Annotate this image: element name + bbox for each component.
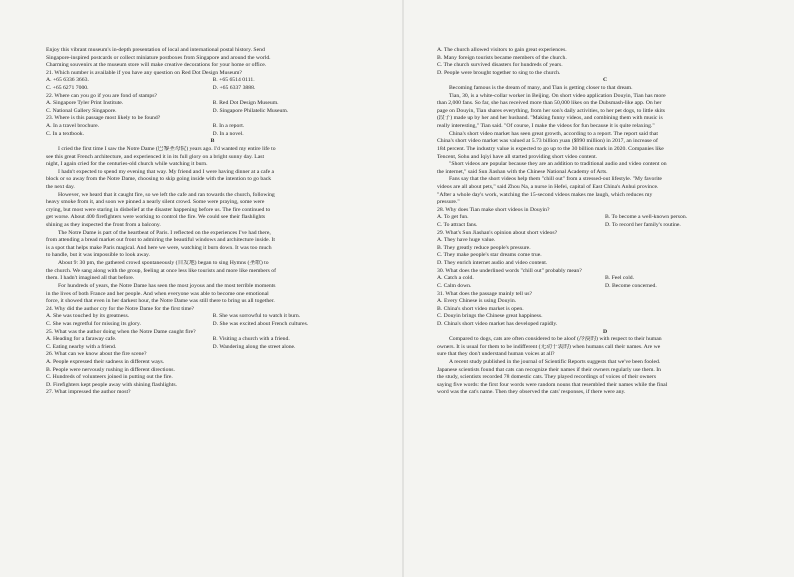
option-c: C. +65 6271 7000.	[46, 85, 89, 92]
option-a: A. Catch a cold.	[437, 275, 474, 282]
option-a: A. She was touched by its greatness.	[46, 313, 130, 320]
option-a: A. To get fun.	[437, 214, 469, 221]
passage-line: However, we heard that it caught fire, so we left the cafe and ran towards the church, following	[58, 191, 275, 198]
section-heading-c: C	[602, 77, 608, 84]
passage-line: Becoming famous is the dream of many, and Tian is getting closer to that dream.	[449, 85, 633, 92]
passage-line: night, I again cried for the centuries-old church while watching it burn.	[46, 161, 208, 168]
passage-line: get worse. About 400 firefighters were working to control the fire. We could see their flashlights	[46, 214, 266, 221]
option-b: B. They greatly reduce people's pressure.	[437, 244, 531, 251]
passage-line: crying, but most were staring in disbelief at the disaster happening before us. The fire continued to	[46, 206, 271, 213]
passage-line: heavy smoke from it, and soon we pinned a nearly silent crowd. Some were praying, some were	[46, 199, 265, 206]
passage-line: (段子) made up by her and her husband. "Making funny videos, and combining them with music is	[437, 115, 663, 122]
option-row	[46, 77, 379, 85]
option-d: D. China's short video market has developed rapidly.	[437, 320, 558, 327]
page-fold-divider	[402, 0, 404, 577]
passage-line: them. I hadn't imagined all that before.	[46, 275, 135, 282]
option-b: B. +65 6514 0111.	[212, 77, 255, 84]
option-b: B. Red Dot Design Museum.	[212, 100, 279, 107]
question-stem: 29. What's Sun Jiashan's opinion about short videos?	[437, 229, 558, 236]
option-row	[46, 313, 379, 321]
passage-line: "Short videos are popular because they are an addition to traditional audio and video content on	[449, 161, 667, 168]
passage-line: Japanese scientists found that cats can recognize their names if their owners regularly use them. In	[437, 366, 661, 373]
option-row	[46, 344, 379, 352]
passage-line: sure that they don't understand human voices at all?	[437, 351, 555, 358]
option-d: D. People were brought together to sing to the church.	[437, 69, 561, 76]
passage-line: from attending a bread market out front to admiring the beautiful windows and architecture inside. It	[46, 237, 276, 244]
option-a: A. Singapore Tyler Print Institute.	[46, 100, 124, 107]
question-30	[437, 268, 773, 291]
passage-line: saying five words: the first four words were random nouns that resembled their names while the final	[437, 381, 668, 388]
option-d: D. Firefighters kept people away with shining flashlights.	[46, 381, 177, 388]
option-a: A. Heading for a faraway cafe.	[46, 336, 117, 343]
intro-paragraph	[46, 47, 379, 70]
question-28	[437, 207, 773, 230]
question-25	[46, 329, 379, 352]
passage-line: For hundreds of years, the Notre Dame has seen the most joyous and the most terrible moments	[58, 282, 276, 289]
passage-line: really interesting," Tian said. "Of course, I make the videos for fun because it is quite relaxing."	[437, 123, 655, 130]
option-d: D. Singapore Philatelic Museum.	[212, 107, 289, 114]
option-row	[46, 85, 379, 93]
passage-line: the internet," said Sun Jiashan with the Chinese National Academy of Arts.	[437, 168, 608, 175]
option-c: C. In a textbook.	[46, 130, 85, 137]
question-23	[46, 115, 379, 138]
option-b: B. To become a well-known person.	[605, 214, 688, 221]
option-d: D. They enrich internet audio and video content.	[437, 260, 548, 267]
question-stem: 26. What can we know about the fire scene?	[46, 351, 147, 358]
question-stem: 28. Why does Tian make short videos in Douyin?	[437, 206, 550, 213]
passage-line: About 9: 30 pm, the gathered crowd spontaneously (自发地) began to sing Hymns (圣歌) to	[58, 260, 269, 267]
option-c: C. She was regretful for missing its glory.	[46, 320, 141, 327]
option-b: B. She was sorrowful to watch it burn.	[212, 313, 301, 320]
option-d: D. Wandering along the street alone.	[212, 343, 296, 350]
option-row	[46, 108, 379, 116]
question-stem: 31. What does the passage mainly tell us?	[437, 290, 532, 297]
passage-line: China's short video market was valued at 5.73 billion yuan ($990 million) in 2017, an increase of	[437, 138, 658, 145]
passage-line: the study, scientists recorded 78 domestic cats. They played recordings of voices of their owners	[437, 374, 657, 381]
question-stem: 24. Why did the author cry for the Notre Dame for the first time?	[46, 305, 195, 312]
passage-line: Tencent, Sohu and Iqiyi have all started providing short video content.	[437, 153, 598, 160]
option-row	[46, 131, 379, 139]
question-24	[46, 306, 379, 329]
passage-line: word was the cat's name. Then they observed the cats' responses, if there were any.	[437, 389, 626, 396]
option-c: C. Calm down.	[437, 282, 472, 289]
option-c: C. The church survived disasters for hundreds of years.	[437, 62, 563, 69]
passage-line: force, it showed that even in her darkest hour, the Notre Dame was still there to bring us all together.	[46, 298, 275, 305]
passage-line: videos are all about pets," said Zhou Na, a nurse in Hefei, capital of East China's Anhui province.	[437, 183, 659, 190]
option-row	[437, 275, 773, 283]
passage-line: page on Douyin, Tian shares everything, from her son's daily activities, to her pet dogs, to little skits	[437, 107, 666, 114]
question-22	[46, 93, 379, 116]
question-31	[437, 291, 773, 329]
option-a: A. In a travel brochure.	[46, 123, 100, 130]
question-27-stem: 27. What impressed the author most?	[46, 389, 131, 396]
passage-line: Compared to dogs, cats are often considered to be aloof (冷漠的) with respect to their human	[449, 336, 662, 343]
question-stem: 23. Where is this passage most likely to be found?	[46, 115, 161, 122]
option-c: C. They make people's star dreams come true.	[437, 252, 542, 259]
option-c: C. To attract fans.	[437, 222, 478, 229]
passage-line: owners. It is usual for them to be indifferent (无动于衷的) when humans call their names. Are we	[437, 343, 661, 350]
option-c: C. Douyin brings the Chinese great happiness.	[437, 313, 543, 320]
section-heading-b: B	[210, 138, 215, 145]
passage-line: the church. We sang along with the group, feeling at once less like tourists and more like members of	[46, 267, 277, 274]
passage-line: I cried the first time I saw the Notre Dame (巴黎圣母院) years ago. I'd wanted my entire life to	[58, 145, 276, 152]
passage-line: see this great French architecture, and experienced it in its full glory on a bright sunny day. Last	[46, 153, 265, 160]
question-stem: 30. What does the underlined words "chill out" probably mean?	[437, 267, 582, 274]
option-b: B. Many foreign tourists became members of the church.	[437, 54, 567, 61]
option-d: D. To record her family's routine.	[605, 222, 681, 229]
question-27-options	[437, 47, 773, 77]
option-b: B. People were nervously rushing in different directions.	[46, 366, 175, 373]
passage-line: pressure."	[437, 199, 460, 206]
passage-d	[437, 336, 773, 397]
option-d: D. Become concerned.	[605, 282, 657, 289]
option-a: A. They have huge value.	[437, 237, 496, 244]
question-stem: 22. Where can you go if you are fond of stamps?	[46, 92, 157, 99]
option-a: A. The church allowed visitors to gain great experiences.	[437, 47, 567, 53]
option-d: D. In a novel.	[212, 130, 244, 137]
option-b: B. Feel cold.	[605, 275, 635, 282]
option-row	[46, 321, 379, 329]
passage-line: in the lives of both France and her people. And when everyone was able to become one emotional	[46, 290, 269, 297]
option-c: C. National Gallery Singapore.	[46, 107, 117, 114]
option-row	[46, 100, 379, 108]
option-b: B. Visiting a church with a friend.	[212, 336, 290, 343]
passage-line: than 2,000 fans. So far, she has received more than 50,000 likes on the Dubsmash-like app. On her	[437, 100, 662, 107]
intro-line: Enjoy this vibrant museum's in-depth presentation of local and international postal history. Send	[46, 47, 265, 53]
option-d: D. She was excited about French cultures.	[212, 320, 309, 327]
option-c: C. Eating nearby with a friend.	[46, 343, 117, 350]
option-d: D. +65 6337 3888.	[212, 85, 256, 92]
question-29	[437, 230, 773, 268]
option-c: C. Hundreds of volunteers joined in putting out the fire.	[46, 374, 173, 381]
right-column	[437, 47, 773, 397]
question-26	[46, 351, 379, 389]
passage-b	[46, 146, 379, 306]
passage-line: is a spot that helps make Paris magical. And here we were, watching it burn down. It was too much	[46, 244, 272, 251]
passage-line: to handle, but it was impossible to look away.	[46, 252, 150, 259]
option-row	[437, 214, 773, 222]
intro-line: Charming souvenirs at the museum store will make creative decorations for your home or office.	[46, 62, 267, 69]
passage-line: the next day.	[46, 183, 75, 190]
left-column	[46, 47, 379, 397]
option-row	[46, 336, 379, 344]
passage-c	[437, 85, 773, 207]
option-row	[437, 283, 773, 291]
passage-line: block or so away from the Notre Dame, choosing to skip going inside with the intention to go back	[46, 176, 272, 183]
option-row	[437, 222, 773, 230]
section-heading-d: D	[602, 328, 608, 335]
passage-line: I hadn't expected to spend my evening that way. My friend and I were having dinner at a cafe a	[58, 168, 275, 175]
passage-line: The Notre Dame is part of the heartbeat of Paris. I reflected on the experiences I've had there,	[58, 229, 271, 236]
passage-line: China's short video market has seen great growth, according to a report. The report said that	[449, 130, 658, 137]
question-stem: 25. What was the author doing when the Notre Dame caught fire?	[46, 328, 196, 335]
passage-line: shining as they inspected the front from a balcony.	[46, 222, 161, 229]
option-a: A. +65 6336 3663.	[46, 77, 89, 84]
intro-line: Singapore-inspired postcards or collect miniature postboxes from Singapore and around the world.	[46, 54, 271, 61]
option-b: B. In a report.	[212, 123, 245, 130]
passage-line: 184 percent. The industry value is expected to go up to the 30 billion mark in 2020. Companies like	[437, 145, 664, 152]
option-row	[46, 123, 379, 131]
option-b: B. China's short video market is open.	[437, 305, 524, 312]
option-a: A. Every Chinese is using Douyin.	[437, 298, 517, 305]
question-stem: 21. Which number is available if you have any question on Red Dot Design Museum?	[46, 69, 242, 76]
passage-line: Tian, 30, is a white-collar worker in Beijing. On short video application Douyin, Tian has more	[449, 92, 666, 99]
question-21	[46, 70, 379, 93]
passage-line: Fans say that the short videos help them "chill out" from a stressed-out lifestyle. "My favorite	[449, 176, 662, 183]
passage-line: "After a whole day's work, watching the 15-second videos makes me laugh, which reduces my	[437, 191, 653, 198]
option-a: A. People expressed their sadness in different ways.	[46, 358, 165, 365]
passage-line: A recent study published in the journal of Scientific Reports suggests that we've been fooled.	[449, 358, 661, 365]
